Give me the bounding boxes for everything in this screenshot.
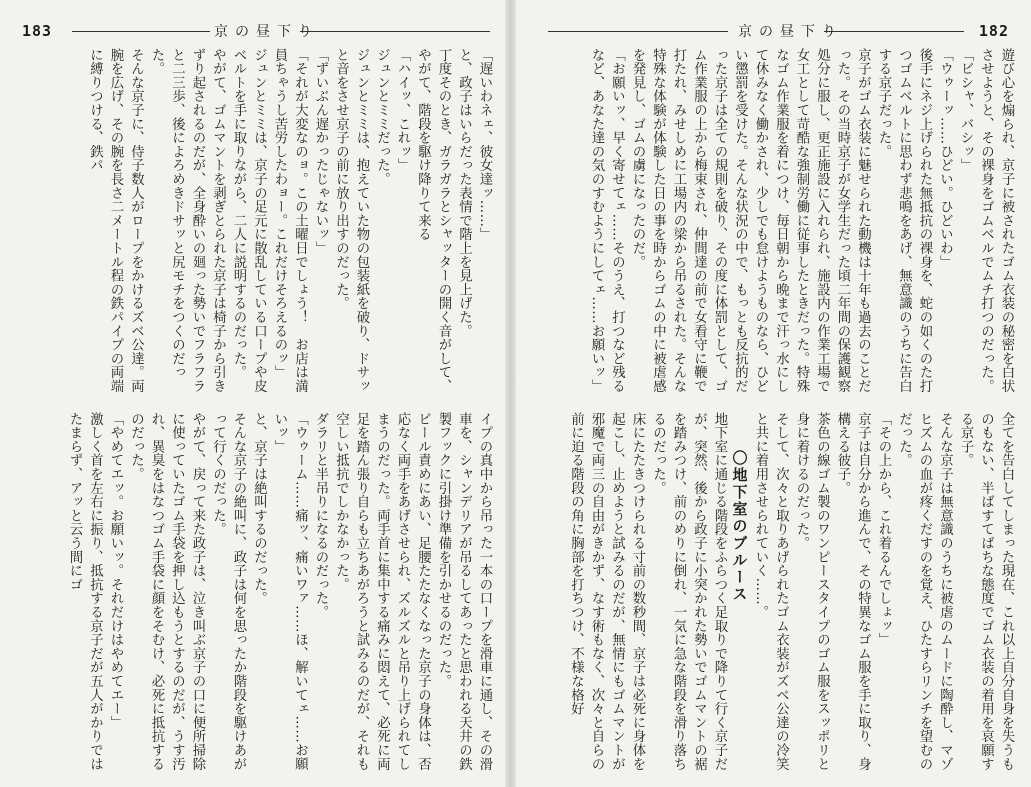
- paragraph: 茶色の線ゴム製のワンピースタイプのゴム服をスッポリと身に着けるのだった。: [794, 412, 830, 771]
- header-rule: [300, 31, 490, 32]
- paragraph: 京子は自分から進んで、その特異なゴム服を手に取り、身構える彼子。: [835, 412, 871, 771]
- paragraph: そして、次々と取りあげられたゴム衣装がズベ公達の冷笑と共に着用させられていく……。: [753, 412, 789, 771]
- paragraph: 地下室に通じる階段をふらつく足取りで降りて行く京子だが、突然、後から政子に小突かれた勢いでゴムマントの裾を踏みつけ、前のめりに倒れ、一気に急な階段を滑り落ちるのだった。: [650, 412, 727, 771]
- paragraph: 丁度そのとき、ガラガラとシャッターの開く音がして、やがて、階段を駆け降りて来る: [415, 48, 451, 393]
- paragraph: 「やめてエッ。お願いッ。それだけはやめてエー」: [108, 412, 123, 730]
- paragraph: 床にたたきつけられる寸前の数秒間、京子は必死に身体を起こし、止めようと試みるのだが、無情にもゴムマントが邪魔で両三の自由がきかず、なす術もなく、次々と自らの前に迫る階段の角に胸部を打ちつけ、不様な格好: [568, 412, 645, 771]
- header-rule: [824, 31, 964, 32]
- paragraph: ジュンとミミは、抱えていた物の包装紙を破り、ドサッと音をさせ京子の前に放り出すのだった。: [333, 48, 369, 393]
- paragraph: やがて、戻って来た政子は、泣き叫ぶ京子の口に便所掃除に使っていたゴム手袋を押し込もうとするのだが、うす汚れ、異臭をはなつゴム手袋に顔をそむけ、必死に抵抗するのだった。: [128, 412, 205, 771]
- book-gutter: [505, 0, 516, 787]
- right-upper-text-block: [536, 48, 1016, 394]
- paragraph: ジュンとミミは、京子の足元に散乱している口ープや皮ベルトを手に取りながら、二人に説明するのだった。: [231, 48, 267, 393]
- paragraph: 遊び心を煽られ、京子に被されたゴム衣装の秘密を白状させようと、その裸身をゴムベルでムチ打つのだった。「ビシャ、バシッ」: [958, 48, 1014, 393]
- left-upper-text-block: [14, 48, 494, 394]
- left-page-header: [0, 20, 505, 42]
- paragraph: 「遅いわネェ、彼女達ッ……」: [477, 48, 492, 242]
- running-title: 京の昼下り: [738, 24, 843, 40]
- page-number: 183: [22, 22, 53, 40]
- paragraph: と、政子はいらだった表情で階上を見上げた。: [456, 48, 472, 338]
- paragraph: そんな京子は無意識のうちに被虐のムードに陶酔し、マゾヒズムの血が疼くだすのを覚え、ひたすらリンチを望むのだった。: [896, 412, 953, 771]
- paragraph: 「それが大変なのョ。この土曜日でしょう！ お店は満員ちゃうし苦労したわョー。これだけそろえるのッ」: [272, 48, 308, 393]
- header-rule: [72, 31, 210, 32]
- right-lower-text-block: [536, 412, 1016, 772]
- paragraph: ビール責めにあい、足腰たたなくなった京子の身体は、否応なく両手をあげさせられ、ズルズルと吊り上げられてしまうのだった。両手首に集中する痛みに悶えて、必死に両足を踏ん張り自らも立ちあがろうと試みるのだが、それも空しい抵抗でしかなかった。: [333, 412, 431, 771]
- paragraph: 全てを告白してしまった現在、これ以上自分自身を失うものもない、半ばすてばちな態度でゴム衣装の着用を哀願する京子。: [958, 412, 1014, 771]
- section-heading: 〇地下室のブルース: [730, 450, 749, 603]
- paragraph: そんな京子に、侍子数人がロープをかけるズベ公達。両腕を広げ、その腕を長さ二メートル程の鉄パイプの両端に縛りつける、鉄パ: [87, 48, 144, 393]
- paragraph: と、京子は絶叫するのだった。: [251, 412, 267, 606]
- left-lower-text-block: [14, 412, 494, 772]
- paragraph: やがて、ゴムマントを剥ぎとられた京子は椅子から引きずり起されるのだが、全身酔いの廻った勢いでフラフラと二三歩、後によろめきドサッと尻モチをつくのだった。: [149, 48, 226, 393]
- paragraph: 京子がゴム衣装に魅せられた動機は十年も過去のことだった。その当時京子が女学生だった頃二年間の保護観察処分に服し、更正施設に入れられ、施設内の作業工場で女工として苛酷な強制労働に従事したときだった。特殊なゴム作業服を着につけ、毎日朝から晩まで汗っ水にして休みなく働かされ、少しでも怠けようものなら、ひどい懲罰を受けた。そんな状況の中で、もっとも反抗的だった京子は全ての規則を破り、その度に体罰として、ゴム作業服の上から梅束され、仲間達の前で女看守に鞭で打たれ、みせしめに工場内の梁から吊るされた。そんな特殊な体験が体験した日の事を時からゴムの中に被虐感を発見し、ゴムの虜になったのだ。: [630, 48, 871, 393]
- header-rule: [548, 31, 728, 32]
- paragraph: ダラリと半吊りになるのだった。: [313, 412, 328, 619]
- paragraph: 「お願いッ、早く寄せてェ……そのうえ、打つなど残るなど、あなた達の気のすむようにしてェ……お願いッ」: [589, 48, 625, 393]
- paragraph: 激しく首を左右に振り、抵抗する京子だが五人がかりではたまらず、アッと云う間にゴ: [67, 412, 103, 771]
- paragraph: 「ウゥーム……痛ッ、痛いワァ……ほ、解いてェ……お願いッ」: [272, 412, 308, 771]
- right-page: [516, 0, 1031, 787]
- paragraph: そんな京子の絶叫に、政子は何を思ったか階段を駆けあがって行くのだった。: [210, 412, 246, 771]
- paragraph: 「ウゥーッ……ひどい。ひどいわ」: [937, 48, 953, 269]
- paragraph: 「ずいぶん遅かったじゃないッ」: [313, 48, 328, 255]
- paragraph: イプの真中から吊った一本の口ープを滑車に通し、その滑車を、シャンデリアが吊るしてあったと思われる天井の鉄製フックに引掛け準備を引かせるのだった。: [436, 412, 492, 771]
- page-number: 182: [978, 22, 1009, 40]
- left-page: [0, 0, 505, 787]
- paragraph: 「その上から、これ着るんでしょッ」: [876, 412, 891, 647]
- right-page-header: [516, 20, 1031, 42]
- paragraph: 「ハイッ、これッ」: [395, 48, 410, 173]
- paragraph: 後手にネジ上げられた無抵抗の裸身を、蛇の如くのた打つゴムベルトに思わず悲鳴をあげ、無意識のうちに告白する京子だった。: [876, 48, 932, 393]
- paragraph: ジュンとミミだった。: [374, 48, 390, 186]
- running-title: 京の昼下り: [214, 24, 319, 40]
